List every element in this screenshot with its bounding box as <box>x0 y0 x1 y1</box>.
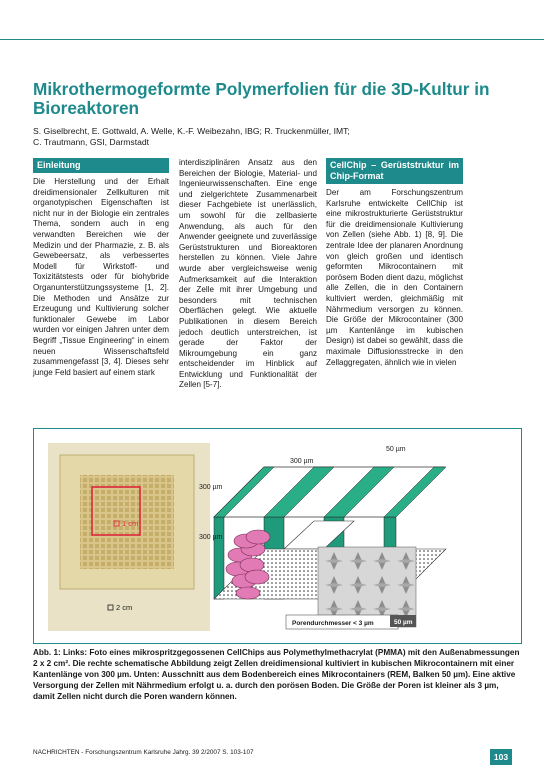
pore-diameter-label: Porendurchmesser < 3 µm <box>292 620 374 627</box>
scale-bar-label: 50 µm <box>394 619 413 626</box>
label-1cm: 1 cm <box>122 519 139 528</box>
column-3 <box>326 158 463 368</box>
column-1 <box>33 158 169 378</box>
label-50um: 50 µm <box>386 446 406 453</box>
label-300um-top: 300 µm <box>290 458 314 465</box>
authors <box>33 126 528 148</box>
column-3-text: Der am Forschungszentrum Karlsruhe entwickelte CellChip ist eine mikrostrukturierte Gerüststruktur für die dreidimensionale Kultivierung von Zellen (siehe Abb. 1) [8, 9]. Die zentrale Idee der planaren Anordnung von gleich großen und identisch geformten Mikrocontainern mit porösem Boden dient dazu, möglichst alle Zellen, die in den Containern kultiviert werden, gleichmäßig mit Nährmedium versorgen zu können. Die Größe der Mikrocontainer (300 µm Kantenlänge im kubischen Design) ist dabei so gewählt, dass die maximale Diffusionsstrecke in den Zellaggregaten, ähnlich wie in vielen <box>326 188 463 367</box>
page-number: 103 <box>490 749 512 765</box>
label-300um-left: 300 µm <box>199 484 223 491</box>
column-1-text: Die Herstellung und der Erhalt dreidimensionaler Zellkulturen mit organotypischen Eigenschaften ist nicht nur in der Biologie ein zentrales Thema, sondern auch in eng verwandten Bereichen wie der Medizin und der Pharmazie, z. B. als Gewebeersatz, als verbessertes Modell für Wirkstoff- und Toxizitätstests oder für biohybride Organunterstützungssysteme [1, 2]. Die Methoden und Ansätze zur Erzeugung und Kultivierung solcher funktionaler Gewebe im Labor wurden vor einigen Jahren unter dem Begriff „Tissue Engineering“ in einem neuen Wissenschaftsfeld zusammengefasst [3, 4]. Dieses sehr junge Feld basiert auf einem stark <box>33 177 169 377</box>
section-heading-einleitung: Einleitung <box>33 158 169 173</box>
figure-1 <box>33 428 522 644</box>
column-2 <box>179 158 317 391</box>
figure-caption: Abb. 1: Links: Foto eines mikrospritzgegossenen CellChips aus Polymethylmethacrylat (PMMA) mit den Außenabmessungen 2 x 2 cm². Die rechte schematische Abbildung zeigt Zellen dreidimensional kultiviert in kubischen Mikrocontainern mit einer Kantenlänge von 300 µm. Unten: Ausschnitt aus dem Bodenbereich eines Mikrocontainers (REM, Balken 50 µm). Eine aktive Versorgung der Zellen mit Nährmedium erfolgt u. a. durch den porösen Boden. Die Größe der Poren ist kleiner als 3 µm, damit Zellen nicht durch die Poren wandern können. <box>33 648 520 701</box>
label-300um-side: 300 µm <box>199 534 223 541</box>
authors-line-2: C. Trautmann, GSI, Darmstadt <box>33 137 150 147</box>
label-2cm: 2 cm <box>116 603 133 612</box>
page-footer: NACHRICHTEN - Forschungszentrum Karlsruhe Jahrg. 39 2/2007 S. 103-107 <box>33 749 254 756</box>
authors-line-1: S. Giselbrecht, E. Gottwald, A. Welle, K.-F. Weibezahn, IBG; R. Truckenmüller, IMT; <box>33 126 350 136</box>
section-heading-cellchip: CellChip – Gerüststruktur im Chip-Format <box>326 158 463 184</box>
figure-illustration <box>34 429 521 643</box>
column-2-text: interdisziplinären Ansatz aus den Bereichen der Biologie, Material- und Ingenieurwissenschaften. Eine enge und zielgerichtete Zusammenarbeit dieser Fachgebiete ist unerlässlich, um sowohl für die zellbasierte Anwendung, als auch für den Anwender geeignete und zuverlässige Gerüststrukturen und Bioreaktoren herstellen zu können. Viele Jahre wurde aber vergleichsweise wenig Aufmerksamkeit auf die Interaktion der Zelle mit ihrer Umgebung und besonders mit technischen Oberflächen gelegt. Wie aktuelle Publikationen in diesem Bereich jedoch deutlich unterstreichen, ist gerade der Faktor der Mikroumgebung ein ganz entscheidender im Hinblick auf Entwicklung und Funktionalität der Zellen [5-7]. <box>179 158 317 390</box>
top-rule <box>0 39 544 40</box>
article-title: Mikrothermogeformte Polymerfolien für die 3D-Kultur in Bioreaktoren <box>33 79 490 118</box>
